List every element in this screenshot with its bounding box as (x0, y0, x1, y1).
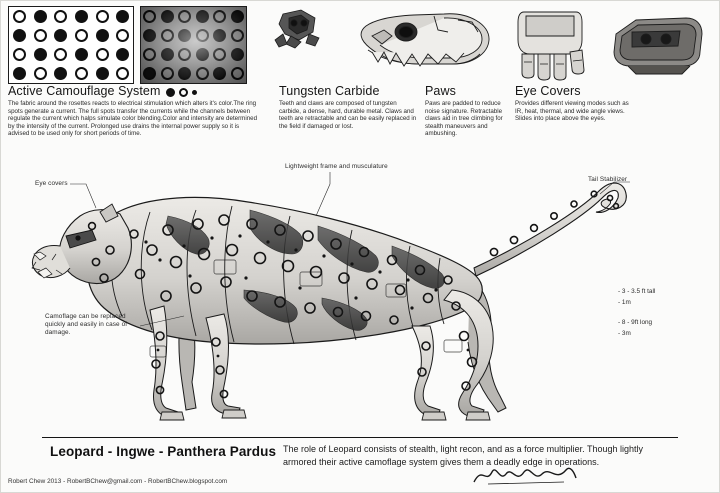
full-spot-icon (13, 29, 26, 42)
eye-covers-title: Eye Covers (515, 84, 581, 98)
paws-body: Paws are padded to reduce noise signature. Retractable claws aid in tree climbing for stealth maneuvers and ambushing. (425, 100, 503, 138)
signature (470, 462, 580, 488)
callout-eye-covers: Eye covers (35, 180, 68, 187)
full-spot-icon (34, 10, 47, 23)
ring-spot-icon (213, 48, 226, 61)
eye-cover-illustration (602, 6, 712, 82)
full-spot-icon (196, 10, 209, 23)
ring-spot-icon (231, 29, 244, 42)
full-spot-icon (231, 10, 244, 23)
tungsten-body: Teeth and claws are composed of tungsten carbide, a dense, hard, durable metal. Claws and teeth are retractable and can be easily replaced in the field if damaged or lost. (279, 100, 417, 130)
skull-top-view-panel (253, 6, 342, 82)
full-spot-icon (75, 48, 88, 61)
ring-spot-icon (143, 10, 156, 23)
ring-spot-icon (196, 29, 209, 42)
ring-spot-icon (96, 10, 109, 23)
ring-spot-icon (13, 48, 26, 61)
callout-frame: Lightweight frame and musculature (285, 163, 388, 170)
full-spot-icon (54, 67, 67, 80)
camo-pattern-active-panel (140, 6, 247, 84)
top-panel-row (8, 6, 712, 82)
credit-line: Robert Chew 2013 - RobertBChew@gmail.com - RobertBChew.blogspot.com (8, 478, 228, 485)
full-spot-icon (178, 67, 191, 80)
paws-title: Paws (425, 84, 456, 98)
eye-cover-panel (602, 6, 712, 82)
ring-spot-icon (178, 10, 191, 23)
full-spot-icon (96, 67, 109, 80)
camo-pattern-light-panel (8, 6, 134, 84)
full-spot-icon (75, 10, 88, 23)
caption-camouflage (8, 84, 258, 138)
scale-reference (618, 286, 702, 339)
skull-side-view-illustration (348, 6, 498, 82)
leopard-svg (0, 150, 720, 435)
full-spot-icon (54, 29, 67, 42)
full-spot-icon (166, 88, 175, 97)
ring-spot-icon (34, 67, 47, 80)
ring-spot-icon (96, 48, 109, 61)
full-spot-icon (116, 10, 129, 23)
ring-spot-icon (161, 67, 174, 80)
footer-divider (42, 437, 678, 438)
full-spot-icon (196, 48, 209, 61)
full-spot-icon (116, 48, 129, 61)
full-spot-icon (143, 67, 156, 80)
camo-dot-grid-light (9, 7, 133, 83)
camo-dot-grid-active (141, 7, 246, 83)
scale-line: - 3 - 3.5 ft tall (618, 288, 656, 295)
full-spot-icon (213, 29, 226, 42)
caption-paws (425, 84, 507, 138)
ring-spot-icon (196, 67, 209, 80)
leopard-illustration (0, 150, 720, 435)
paw-illustration (504, 6, 596, 82)
full-spot-icon (161, 48, 174, 61)
scale-line: - 8 - 9ft long (618, 319, 653, 326)
full-spot-icon (213, 67, 226, 80)
callout-tail-stabilizer: Tail Stabilizer (588, 176, 628, 183)
ring-spot-icon (161, 29, 174, 42)
ring-spot-icon (116, 67, 129, 80)
camouflage-title-row (8, 84, 258, 100)
camouflage-body: The fabric around the rosettes reacts to electrical stimulation which alters it's color.The ring spots generate a current. The full spots transfer the currents while the channels between regulate the current which halps simulate color blending.Color and intensity are determined by the intensity of the current. Prolonged use drains the internal power supply so it is advised to be used only for short periods of time. (8, 100, 258, 138)
callout-camo-replaceable: Camoflage can be replaced quickly and easily in case of damage. (45, 313, 128, 336)
ring-spot-icon (213, 10, 226, 23)
skull-side-view-panel (348, 6, 498, 82)
full-spot-icon (231, 48, 244, 61)
ring-spot-icon (13, 10, 26, 23)
ring-spot-icon (231, 67, 244, 80)
caption-eye-covers (515, 84, 635, 123)
full-spot-icon (34, 48, 47, 61)
tungsten-title: Tungsten Carbide (279, 84, 380, 98)
ring-spot-icon (54, 48, 67, 61)
paw-panel (504, 6, 596, 82)
full-spot-icon (161, 10, 174, 23)
full-spot-icon (13, 67, 26, 80)
ring-spot-icon (179, 88, 188, 97)
ring-spot-icon (75, 67, 88, 80)
ring-spot-icon (143, 48, 156, 61)
channel-icon (192, 90, 197, 95)
ring-spot-icon (34, 29, 47, 42)
scale-line: - 3m (618, 330, 631, 337)
full-spot-icon (96, 29, 109, 42)
ring-spot-icon (116, 29, 129, 42)
page-title: Leopard - Ingwe - Panthera Pardus (50, 444, 277, 459)
scale-line: - 1m (618, 299, 631, 306)
camouflage-title: Active Camouflage System (8, 84, 161, 98)
ring-spot-icon (75, 29, 88, 42)
camouflage-legend-icons (166, 88, 197, 97)
eye-covers-body: Provides different viewing modes such as IR, heat, thermal, and wide angle views. Slides into place above the eyes. (515, 100, 629, 123)
skull-top-view-illustration (253, 6, 345, 82)
full-spot-icon (143, 29, 156, 42)
ring-spot-icon (54, 10, 67, 23)
role-description: The role of Leopard consists of stealth, light recon, and as a force multiplier. Though lightly armored their active camoflage system gives them a deadly edge in operations. (283, 444, 644, 467)
full-spot-icon (178, 29, 191, 42)
ring-spot-icon (178, 48, 191, 61)
caption-tungsten (279, 84, 419, 130)
